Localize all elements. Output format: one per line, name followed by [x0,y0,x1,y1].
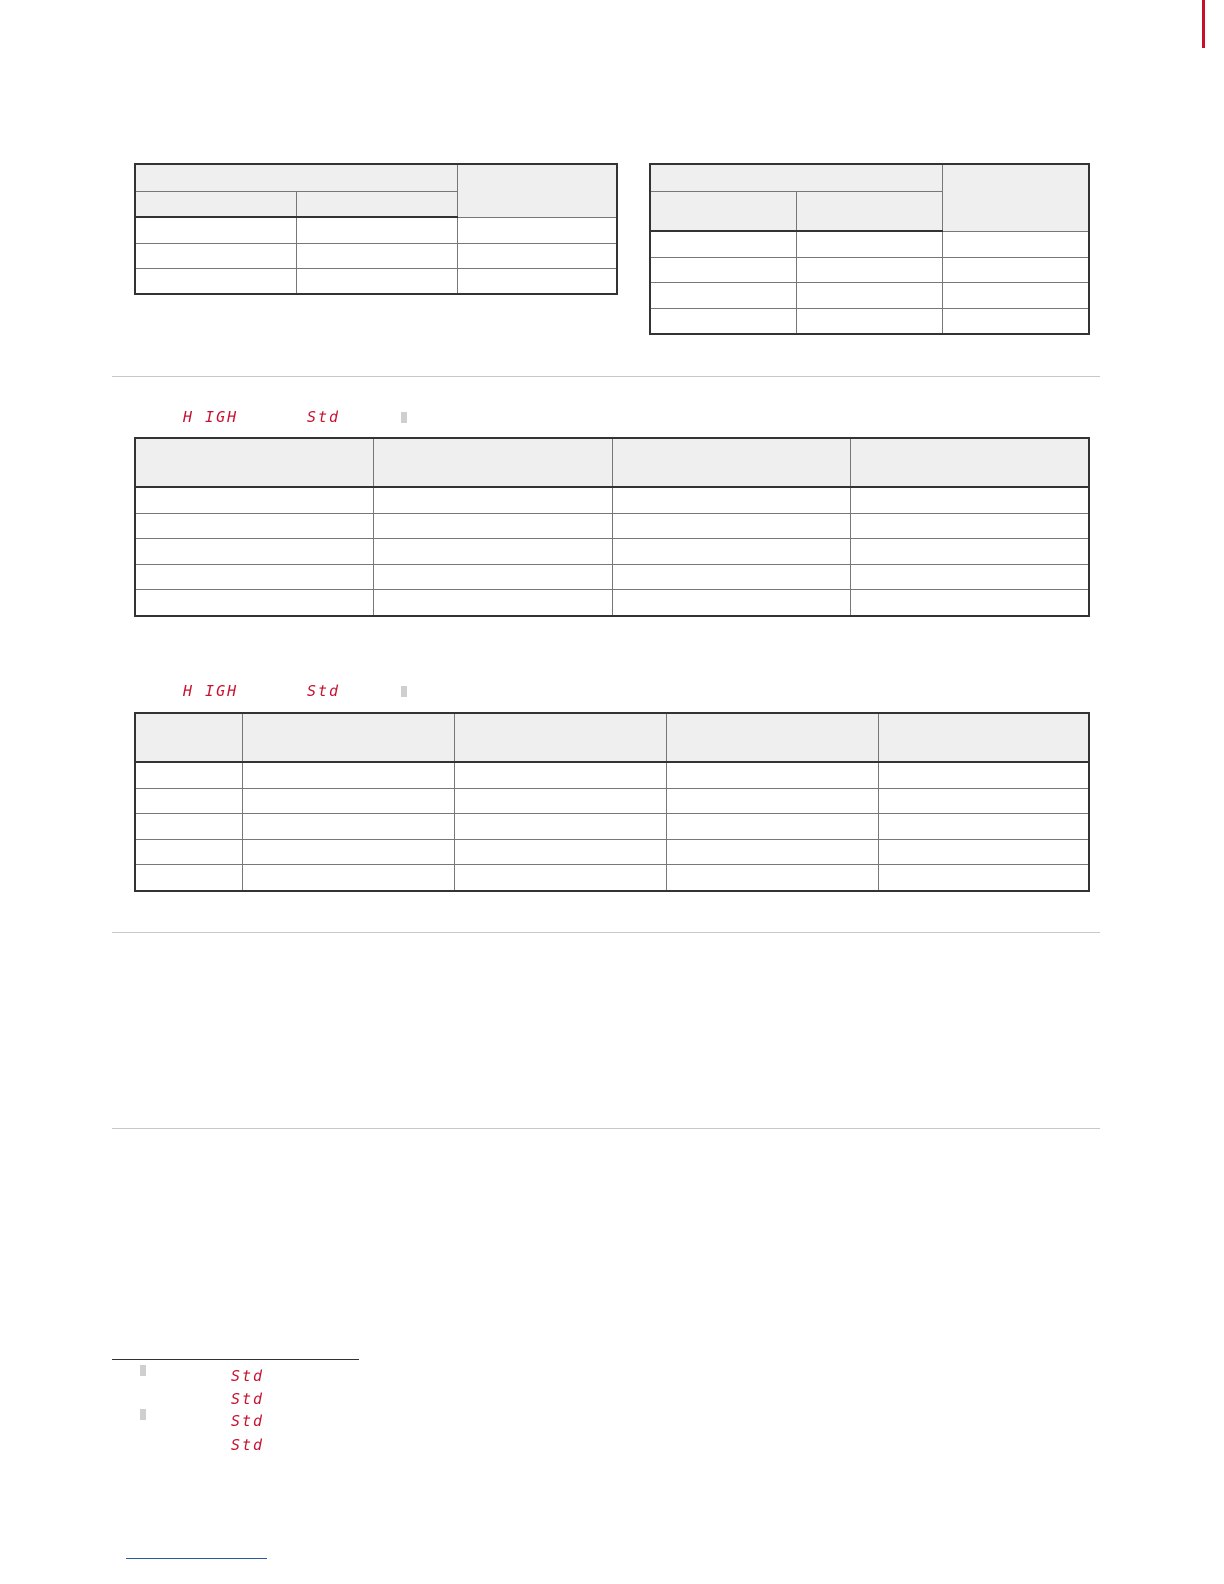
table-row [135,589,1089,616]
table-row [135,864,1089,891]
table-d-header [454,713,666,762]
table-c [134,437,1090,617]
section-divider [112,932,1100,933]
footnote-marker [140,1409,146,1420]
footnote-marker [140,1365,146,1376]
display-code-std: Std [231,1367,265,1385]
table-d [134,712,1090,892]
footer-link-underline[interactable] [126,1558,267,1559]
table-a-subheader [296,191,457,217]
display-code-high: H IGH [183,408,239,426]
table-c-header [373,438,612,487]
table-row [650,308,1089,334]
table-row [135,788,1089,813]
table-d-header [878,713,1089,762]
footnote-marker [401,686,407,697]
table-row [135,762,1089,788]
table-row [650,257,1089,282]
display-code-std: Std [231,1436,265,1454]
table-row [135,487,1089,513]
table-row [135,243,617,268]
display-code-std: Std [231,1390,265,1408]
table-b [649,163,1090,335]
display-code-high: H IGH [183,682,239,700]
table-d-header [135,713,242,762]
table-a-group-header [135,164,457,191]
table-b-side-header [942,164,1089,231]
table-a-side-header [457,164,617,217]
table-a-subheader [135,191,296,217]
table-a [134,163,618,295]
display-code-std: Std [231,1412,265,1430]
table-row [135,268,617,294]
table-c-header [850,438,1089,487]
table-b-subheader [796,191,942,231]
table-row [135,217,617,243]
display-code-std: Std [307,682,341,700]
table-row [650,282,1089,308]
display-code-std: Std [307,408,341,426]
table-row [135,513,1089,538]
section-divider [112,1128,1100,1129]
section-divider [112,376,1100,377]
table-d-header [666,713,878,762]
table-row [135,538,1089,564]
table-row [650,231,1089,257]
table-c-header [135,438,373,487]
footnote-rule [112,1359,359,1360]
footnote-marker [401,412,407,423]
table-row [135,564,1089,589]
table-b-subheader [650,191,796,231]
table-d-header [242,713,454,762]
table-row [135,813,1089,839]
table-row [135,839,1089,864]
page-edge-marker [1202,0,1205,48]
table-b-group-header [650,164,942,191]
table-c-header [612,438,850,487]
